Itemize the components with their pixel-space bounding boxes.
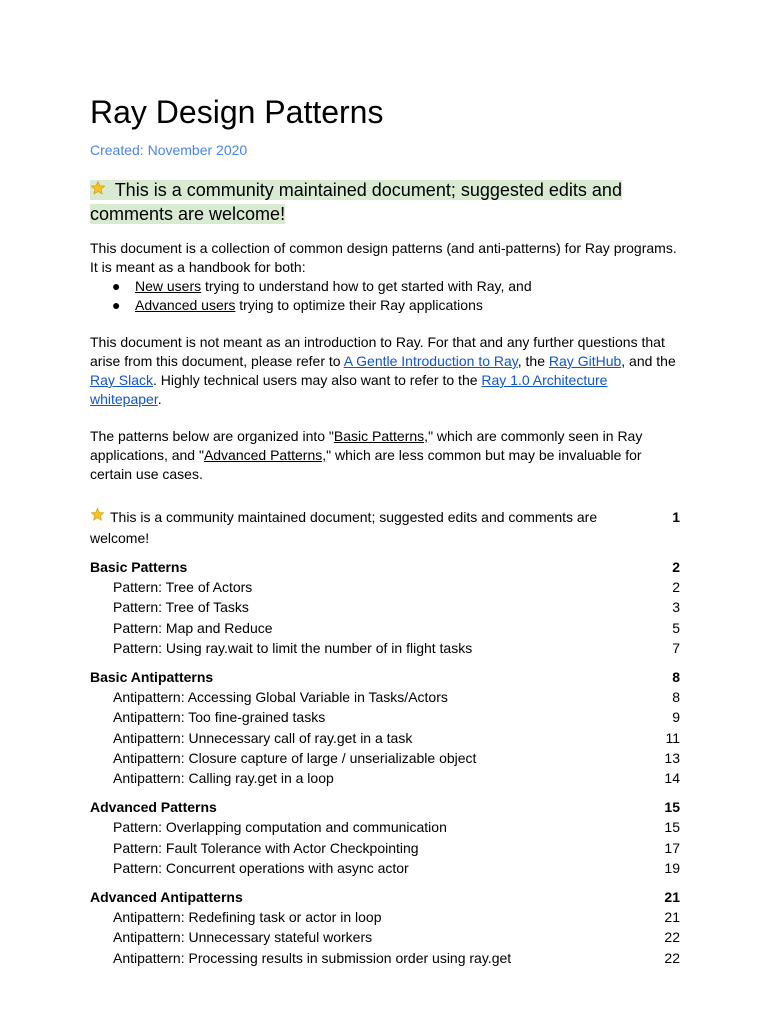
toc-section-title: Advanced Antipatterns — [90, 888, 243, 905]
toc-page-number: 22 — [664, 949, 680, 966]
toc-item-text: Antipattern: Unnecessary call of ray.get in a task — [113, 729, 413, 746]
reference-paragraph — [90, 333, 680, 409]
para-text: " which are commonly seen in Ray applications, and " — [90, 428, 643, 463]
toc-item-text: Pattern: Tree of Tasks — [113, 599, 249, 616]
document-content — [90, 92, 680, 968]
toc-item-text: Pattern: Overlapping computation and communication — [113, 819, 447, 836]
toc-page-number: 15 — [664, 819, 680, 836]
toc-item-text: Pattern: Concurrent operations with async actor — [113, 859, 409, 876]
bullet-icon: ● — [112, 278, 121, 294]
para-text: This document is not meant as an introduction to Ray. For that and any further questions that arise from this document, please refer to — [90, 334, 665, 369]
toc-item[interactable] — [90, 707, 680, 727]
toc-page-number: 21 — [664, 909, 680, 926]
para-text: , and the — [621, 353, 676, 369]
advanced-patterns-ref: Advanced Patterns, — [203, 447, 327, 463]
list-item — [90, 296, 680, 315]
toc-page-number: 13 — [664, 749, 680, 766]
toc-page-number: 11 — [665, 729, 680, 746]
toc-page-number: 1 — [672, 509, 680, 525]
list-item — [90, 277, 680, 296]
para-text: , the — [517, 353, 549, 369]
toc-item[interactable] — [90, 577, 680, 597]
table-of-contents — [90, 507, 680, 968]
toc-item-text: Antipattern: Processing results in submission order using ray.get — [113, 949, 512, 966]
toc-item-text: Pattern: Fault Tolerance with Actor Checkpointing — [113, 839, 419, 856]
toc-section-title: Advanced Patterns — [90, 799, 217, 816]
toc-item[interactable] — [90, 687, 680, 707]
toc-page-number: 5 — [672, 619, 680, 636]
toc-entry-community[interactable] — [90, 507, 680, 548]
toc-item-text: Pattern: Map and Reduce — [113, 619, 273, 636]
toc-page-number: 2 — [672, 579, 680, 596]
toc-item-text: Antipattern: Redefining task or actor in loop — [113, 909, 382, 926]
toc-item-text: Antipattern: Too fine-grained tasks — [113, 709, 326, 726]
audience-list — [90, 277, 680, 315]
para-text: The patterns below are organized into " — [90, 428, 334, 444]
toc-section-title: Basic Patterns — [90, 558, 188, 575]
toc-item[interactable] — [90, 907, 680, 927]
architecture-whitepaper-link[interactable]: Ray 1.0 Architecture whitepaper — [90, 372, 608, 407]
bullet-rest: trying to optimize their Ray applications — [235, 297, 483, 313]
toc-page-number: 15 — [664, 799, 680, 816]
toc-item[interactable] — [90, 817, 680, 837]
toc-item-text: Antipattern: Unnecessary stateful workers — [113, 929, 373, 946]
banner-highlight — [90, 180, 622, 200]
toc-entry-text-wrap — [90, 507, 656, 548]
page-title: Ray Design Patterns — [90, 94, 384, 130]
toc-page-number: 7 — [672, 639, 680, 656]
toc-page-number: 2 — [672, 558, 680, 575]
toc-item[interactable] — [90, 768, 680, 788]
bullet-term: New users — [135, 278, 202, 294]
intro-line1: This document is a collection of common design patterns (and anti-patterns) for Ray programs. — [90, 240, 677, 256]
star-icon — [90, 180, 110, 202]
organization-paragraph — [90, 427, 680, 484]
basic-patterns-ref: Basic Patterns, — [333, 428, 429, 444]
intro-paragraph — [90, 239, 680, 277]
ray-slack-link[interactable]: Ray Slack — [90, 372, 154, 388]
para-text: " which are less common but may be invaluable for certain use cases. — [90, 447, 642, 482]
gentle-intro-link[interactable]: A Gentle Introduction to Ray — [343, 353, 518, 369]
ray-github-link[interactable]: Ray GitHub — [548, 353, 622, 369]
banner-text-line1: This is a community maintained document; suggested edits and — [114, 180, 622, 200]
toc-page-number: 8 — [672, 689, 680, 706]
community-banner — [90, 178, 680, 226]
para-text: . — [157, 391, 162, 407]
toc-page-number: 21 — [664, 888, 680, 905]
toc-page-number: 8 — [672, 668, 680, 685]
toc-item[interactable] — [90, 728, 680, 748]
toc-item[interactable] — [90, 597, 680, 617]
toc-item[interactable] — [90, 838, 680, 858]
toc-item[interactable] — [90, 638, 680, 658]
toc-section-title: Basic Antipatterns — [90, 668, 214, 685]
toc-item[interactable] — [90, 948, 680, 968]
star-icon — [90, 507, 110, 528]
bullet-icon: ● — [112, 297, 121, 313]
toc-item-text: Pattern: Tree of Actors — [113, 579, 253, 596]
bullet-rest: trying to understand how to get started with Ray, and — [201, 278, 532, 294]
toc-section-basic-antipatterns[interactable] — [90, 667, 680, 687]
toc-section-advanced-antipatterns[interactable] — [90, 887, 680, 907]
toc-item[interactable] — [90, 618, 680, 638]
toc-entry-text: This is a community maintained document; suggested edits and comments are welcome! — [90, 509, 598, 546]
intro-line2: It is meant as a handbook for both: — [90, 259, 306, 275]
toc-item[interactable] — [90, 858, 680, 878]
created-date: Created: November 2020 — [90, 142, 248, 158]
para-text: . Highly technical users may also want to refer to the — [153, 372, 482, 388]
toc-page-number: 19 — [664, 859, 680, 876]
toc-section-advanced-patterns[interactable] — [90, 797, 680, 817]
toc-item-text: Pattern: Using ray.wait to limit the number of in flight tasks — [113, 639, 473, 656]
toc-page-number: 14 — [664, 770, 680, 787]
toc-item[interactable] — [90, 927, 680, 947]
bullet-term: Advanced users — [135, 297, 236, 313]
toc-page-number: 9 — [672, 709, 680, 726]
toc-item-text: Antipattern: Calling ray.get in a loop — [113, 770, 334, 787]
toc-item-text: Antipattern: Closure capture of large / unserializable object — [113, 749, 477, 766]
toc-section-basic-patterns[interactable] — [90, 557, 680, 577]
toc-page-number: 3 — [672, 599, 680, 616]
toc-page-number: 17 — [664, 839, 680, 856]
toc-item[interactable] — [90, 748, 680, 768]
toc-page-number: 22 — [664, 929, 680, 946]
toc-item-text: Antipattern: Accessing Global Variable in Tasks/Actors — [113, 689, 448, 706]
banner-text-line2: comments are welcome! — [90, 204, 286, 224]
